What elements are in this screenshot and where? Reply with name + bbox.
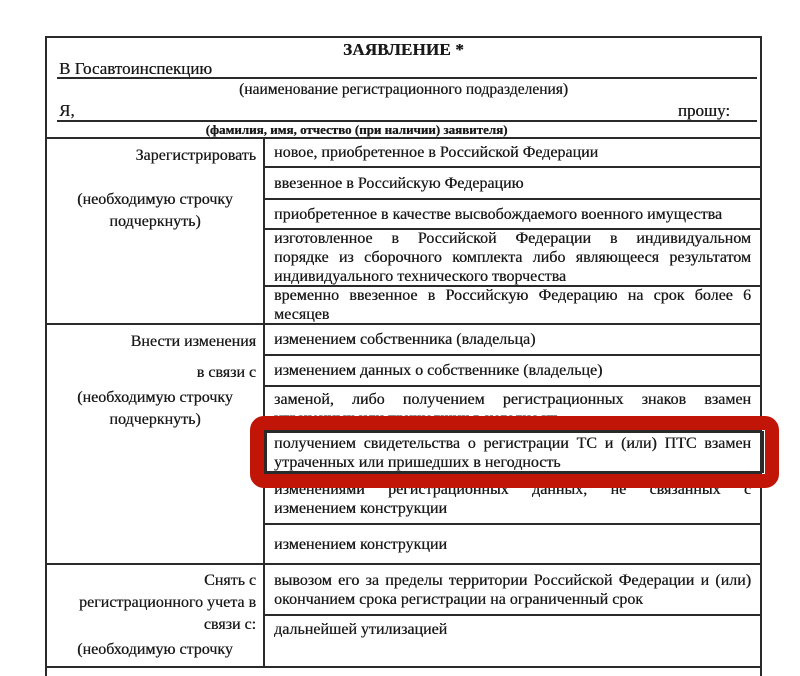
option-row: приобретенное в качестве высвобождаемого военного имущества	[265, 200, 760, 230]
applicant-caption: (фамилия, имя, отчество (при наличии) заявителя)	[205, 122, 508, 137]
section-note	[54, 387, 256, 431]
section-amend	[47, 325, 760, 565]
section-amend-rows	[265, 325, 760, 563]
option-row: вывозом его за пределы территории Российской Федерации и (или) окончанием срока регистрации на ограниченный срок	[265, 565, 760, 616]
section-label: в связи с	[196, 364, 256, 381]
option-row: изменением собственника (владельца)	[265, 325, 760, 356]
form-header	[47, 39, 760, 139]
section-note	[54, 639, 256, 661]
option-row: ввезенное в Российскую Федерацию	[265, 168, 760, 200]
section-deregister	[47, 565, 760, 668]
option-row: изменениями регистрационных данных, не связанных с изменением конструкции	[265, 475, 760, 525]
request-label: прошу:	[677, 101, 730, 120]
option-row: временно ввезенное в Российскую Федерацию на срок более 6 месяцев	[274, 287, 751, 323]
applicant-prefix: Я,	[59, 101, 75, 120]
option-row: изготовленное в Российской Федерации в индивидуальном порядке из сборочного комплекта либо являющееся результатом индивидуального технического творчества	[265, 230, 760, 287]
section-register	[47, 139, 760, 325]
addressee-text: В Госавтоинспекцию	[59, 59, 212, 78]
addressee-line	[57, 60, 757, 79]
section-note	[54, 189, 256, 233]
note-line: (необходимую строчку	[77, 641, 233, 658]
option-row: дальнейшей утилизацией	[274, 621, 448, 638]
section-label: Снять с	[204, 572, 256, 589]
section-deregister-label-cell	[47, 565, 265, 666]
note-line: (необходимую строчку	[77, 389, 233, 406]
option-row: новое, приобретенное в Российской Федерации	[265, 139, 760, 168]
section-label: Зарегистрировать	[135, 147, 256, 164]
section-register-rows	[265, 139, 760, 323]
section-amend-label-cell	[47, 325, 265, 563]
applicant-line	[57, 100, 757, 122]
option-row: изменением конструкции	[274, 535, 447, 553]
note-line: (необходимую строчку	[77, 191, 233, 208]
option-row-highlighted: получением свидетельства о регистрации ТС и (или) ПТС взамен утраченных или пришедших в негодность	[265, 432, 760, 475]
section-deregister-rows	[265, 565, 760, 666]
note-line: подчеркнуть)	[109, 213, 201, 230]
section-label: связи с:	[203, 616, 256, 633]
page-title: ЗАЯВЛЕНИЕ *	[343, 40, 464, 59]
option-row: заменой, либо получением регистрационных знаков взамен утраченных или пришедших в негодность	[265, 387, 760, 432]
note-line: подчеркнуть)	[109, 411, 201, 428]
option-row: изменением данных о собственнике (владельце)	[265, 356, 760, 387]
addressee-caption: (наименование регистрационного подразделения)	[239, 81, 568, 98]
section-label: регистрационного учета в	[78, 594, 256, 611]
section-label: Внести изменения	[130, 333, 256, 350]
section-register-label-cell	[47, 139, 265, 323]
application-form	[45, 36, 762, 676]
